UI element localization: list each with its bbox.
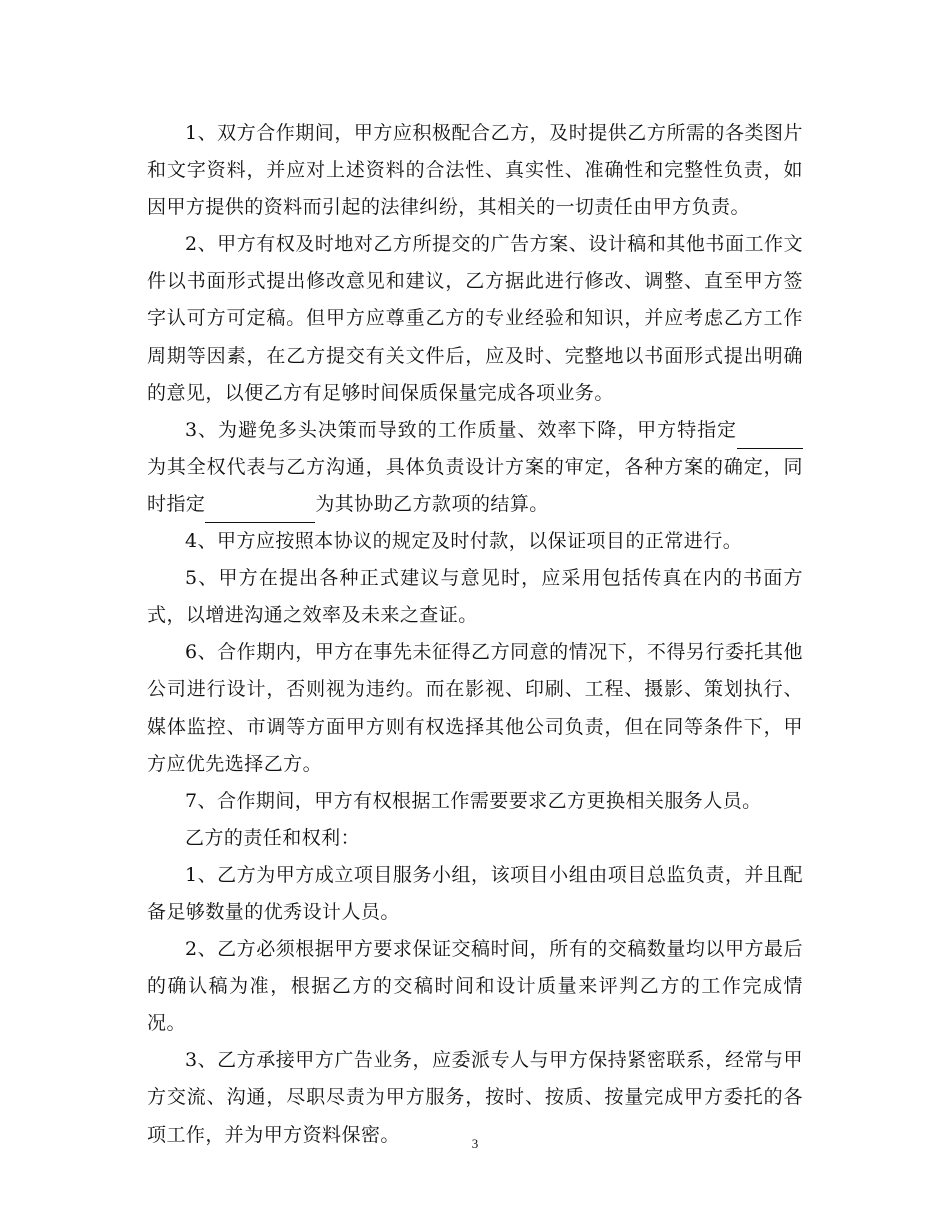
section-heading-party-b: 乙方的责任和权利： xyxy=(185,826,361,849)
paragraph-party-b-1: 1、乙方为甲方成立项目服务小组，该项目小组由项目总监负责，并且配备足够数量的优秀设计人员。 xyxy=(147,863,803,923)
paragraph-text: 为其全权代表与乙方沟通，具体负责设计方案的审定，各种方案的确定，同时指定 xyxy=(147,455,803,515)
paragraph-party-a-6: 6、合作期内，甲方在事先未征得乙方同意的情况下，不得另行委托其他公司进行设计，否则视为违约。而在影视、印刷、工程、摄影、策划执行、媒体监控、市调等方面甲方则有权选择其他公司负责，但在同等条件下，甲方应优先选择乙方。 xyxy=(147,641,803,775)
paragraph-text: 为其协助乙方款项的结算。 xyxy=(315,492,549,515)
blank-line xyxy=(205,498,315,523)
paragraph-party-a-3 xyxy=(147,412,803,523)
blank-line xyxy=(737,424,803,449)
paragraph-party-a-7: 7、合作期间，甲方有权根据工作需要要求乙方更换相关服务人员。 xyxy=(185,789,762,812)
paragraph-text: 3、为避免多头决策而导致的工作质量、效率下降，甲方特指定 xyxy=(185,418,737,441)
paragraph-party-a-5: 5、甲方在提出各种正式建议与意见时，应采用包括传真在内的书面方式，以增进沟通之效率及未来之查证。 xyxy=(147,567,803,627)
paragraph-party-a-2: 2、甲方有权及时地对乙方所提交的广告方案、设计稿和其他书面工作文件以书面形式提出修改意见和建议，乙方据此进行修改、调整、直至甲方签字认可方可定稿。但甲方应尊重乙方的专业经验和知识，并应考虑乙方工作周期等因素，在乙方提交有关文件后，应及时、完整地以书面形式提出明确的意见，以便乙方有足够时间保质保量完成各项业务。 xyxy=(147,233,803,404)
paragraph-party-a-1: 1、双方合作期间，甲方应积极配合乙方，及时提供乙方所需的各类图片和文字资料，并应对上述资料的合法性、真实性、准确性和完整性负责，如因甲方提供的资料而引起的法律纠纷，其相关的一切责任由甲方负责。 xyxy=(147,122,803,219)
document-page xyxy=(147,115,803,1154)
paragraph-party-b-2: 2、乙方必须根据甲方要求保证交稿时间，所有的交稿数量均以甲方最后的确认稿为准，根据乙方的交稿时间和设计质量来评判乙方的工作完成情况。 xyxy=(147,938,803,1035)
page-number: 3 xyxy=(471,1136,479,1151)
paragraph-party-a-4: 4、甲方应按照本协议的规定及时付款，以保证项目的正常进行。 xyxy=(185,530,743,553)
paragraph-party-b-3: 3、乙方承接甲方广告业务，应委派专人与甲方保持紧密联系，经常与甲方交流、沟通，尽职尽责为甲方服务，按时、按质、按量完成甲方委托的各项工作，并为甲方资料保密。 xyxy=(147,1049,803,1146)
